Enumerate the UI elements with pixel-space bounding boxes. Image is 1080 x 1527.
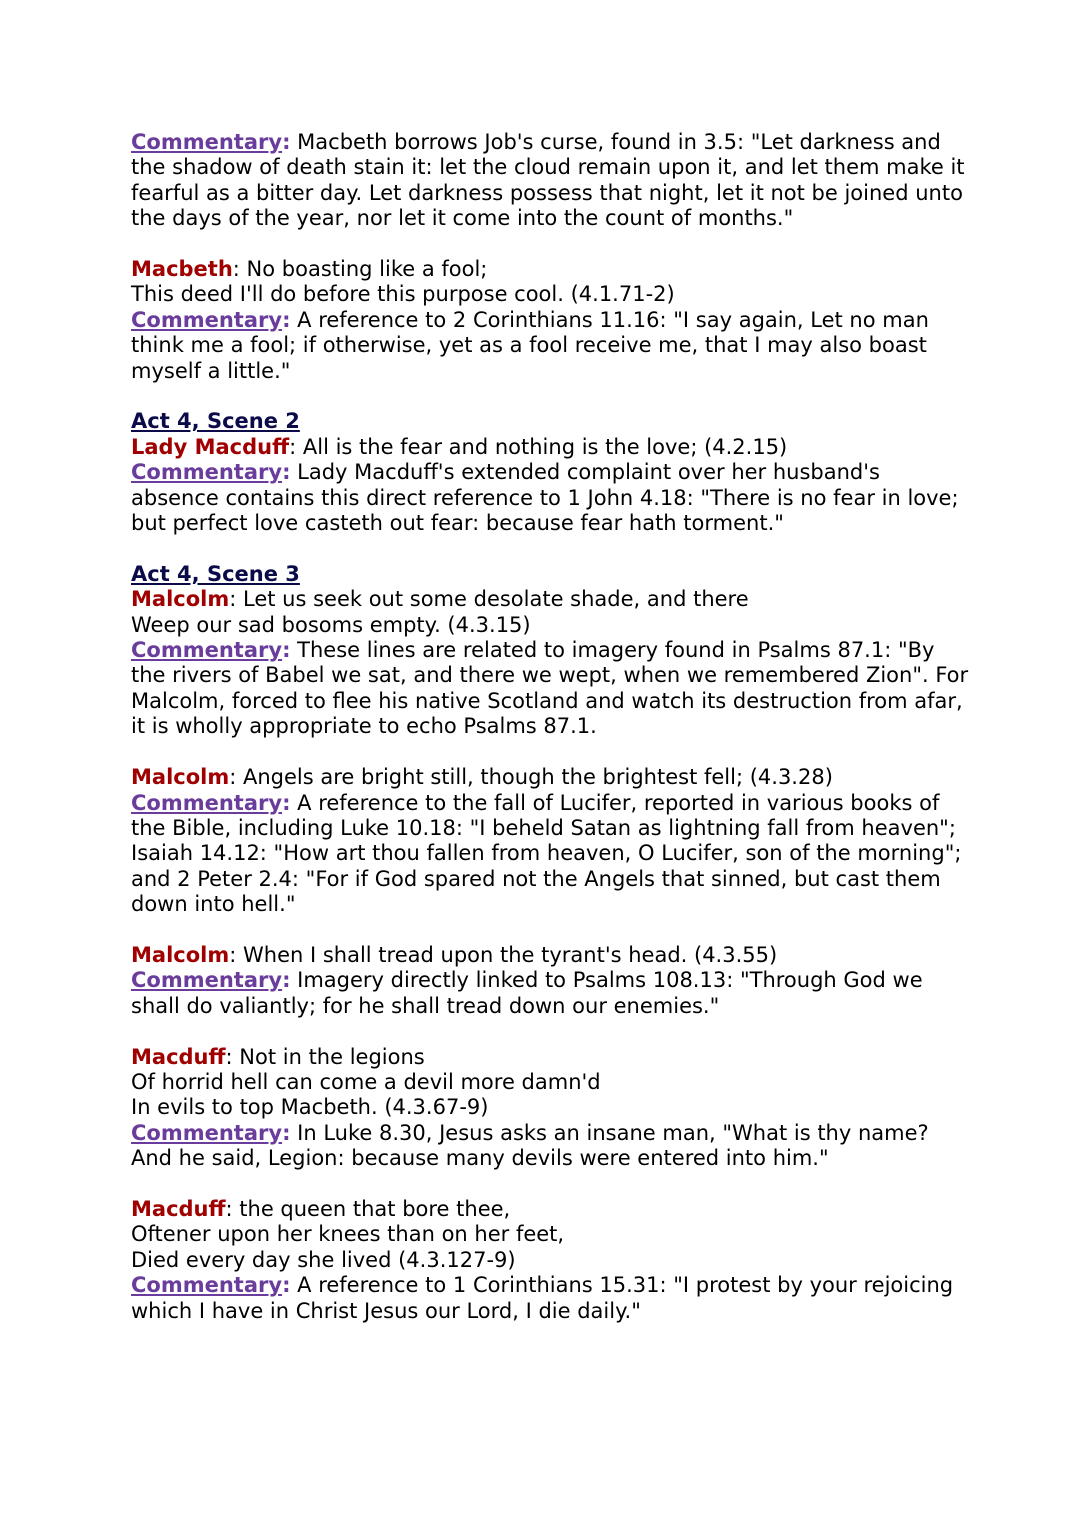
commentary-label: Commentary: <box>131 307 291 332</box>
speaker-name: Malcolm <box>131 765 230 790</box>
commentary-text: Imagery directly linked to Psalms 108.13: "Through God we shall do valiantly; for he shall tread down our enemies." <box>131 968 923 1018</box>
entry-block-0 <box>131 130 971 232</box>
commentary-text: In Luke 8.30, Jesus asks an insane man, "What is thy name? And he said, Legion: because many devils were entered into him." <box>131 1120 929 1171</box>
quote-line: Of horrid hell can come a devil more damn'd <box>131 1069 601 1094</box>
quote-line: Malcolm: Let us seek out some desolate shade, and there <box>131 587 749 612</box>
commentary-label: Commentary: <box>131 790 291 815</box>
commentary-text: Macbeth borrows Job's curse, found in 3.5: "Let darkness and the shadow of death stain it: let the cloud remain upon it, and let them make it fearful as a bitter day. Let darkness possess that night, let it not be joined unto the days of the year, nor let it come into the count of months." <box>131 130 965 231</box>
speaker-name: Macduff <box>131 1044 226 1069</box>
document-body <box>131 130 971 1324</box>
quote-line: Macbeth: No boasting like a fool; <box>131 257 488 282</box>
speaker-name: Malcolm <box>131 942 230 967</box>
entry-block-7 <box>131 1197 971 1324</box>
entry-block-2 <box>131 409 971 536</box>
quote-line: Malcolm: Angels are bright still, though the brightest fell; (4.3.28) <box>131 765 833 790</box>
commentary-label: Commentary: <box>131 968 291 993</box>
quote-line: In evils to top Macbeth. (4.3.67-9) <box>131 1095 489 1120</box>
scene-heading: Act 4, Scene 2 <box>131 409 300 434</box>
commentary-label: Commentary: <box>131 130 291 154</box>
speaker-name: Macduff <box>131 1196 226 1221</box>
commentary-label: Commentary: <box>131 1120 291 1145</box>
entry-block-3 <box>131 562 971 740</box>
entry-block-4 <box>131 765 971 917</box>
entry-block-1 <box>131 257 971 384</box>
quote-line: Macduff: the queen that bore thee, <box>131 1196 511 1221</box>
commentary-label: Commentary: <box>131 638 291 663</box>
commentary-label: Commentary: <box>131 460 291 485</box>
entry-block-5 <box>131 943 971 1019</box>
quote-line: Died every day she lived (4.3.127-9) <box>131 1247 516 1272</box>
commentary-text: A reference to 1 Corinthians 15.31: "I protest by your rejoicing which I have in Christ Jesus our Lord, I die daily." <box>131 1273 954 1323</box>
commentary-text: These lines are related to imagery found in Psalms 87.1: "By the rivers of Babel we sat, and there we wept, when we remembered Zion". For Malcolm, forced to flee his native Scotland and watch its destruction from afar, it is wholly appropriate to echo Psalms 87.1. <box>131 638 969 739</box>
quote-line: Weep our sad bosoms empty. (4.3.15) <box>131 612 531 637</box>
commentary-text: Lady Macduff's extended complaint over her husband's absence contains this direct reference to 1 John 4.18: "There is no fear in love; but perfect love casteth out fear: because fear hath torment." <box>131 460 959 536</box>
quote-line: Malcolm: When I shall tread upon the tyrant's head. (4.3.55) <box>131 942 778 967</box>
commentary-text: A reference to 2 Corinthians 11.16: "I say again, Let no man think me a fool; if otherwise, yet as a fool receive me, that I may also boast myself a little." <box>131 307 929 383</box>
commentary-label: Commentary: <box>131 1273 291 1298</box>
quote-line: Macduff: Not in the legions <box>131 1044 425 1069</box>
speaker-name: Lady Macduff <box>131 434 290 459</box>
commentary-text: A reference to the fall of Lucifer, reported in various books of the Bible, including Luke 10.18: "I beheld Satan as lightning fall from heaven"; Isaiah 14.12: "How art thou fallen from heaven, O Lucifer, son of the morning"; and 2 Peter 2.4: "For if God spared not the Angels that sinned, but cast them down into hell." <box>131 790 962 917</box>
entry-block-6 <box>131 1045 971 1172</box>
quote-line: This deed I'll do before this purpose cool. (4.1.71-2) <box>131 282 675 307</box>
speaker-name: Macbeth <box>131 257 233 282</box>
quote-line: Oftener upon her knees than on her feet, <box>131 1222 565 1247</box>
speaker-name: Malcolm <box>131 587 230 612</box>
scene-heading: Act 4, Scene 3 <box>131 561 300 586</box>
quote-line: Lady Macduff: All is the fear and nothing is the love; (4.2.15) <box>131 434 788 459</box>
